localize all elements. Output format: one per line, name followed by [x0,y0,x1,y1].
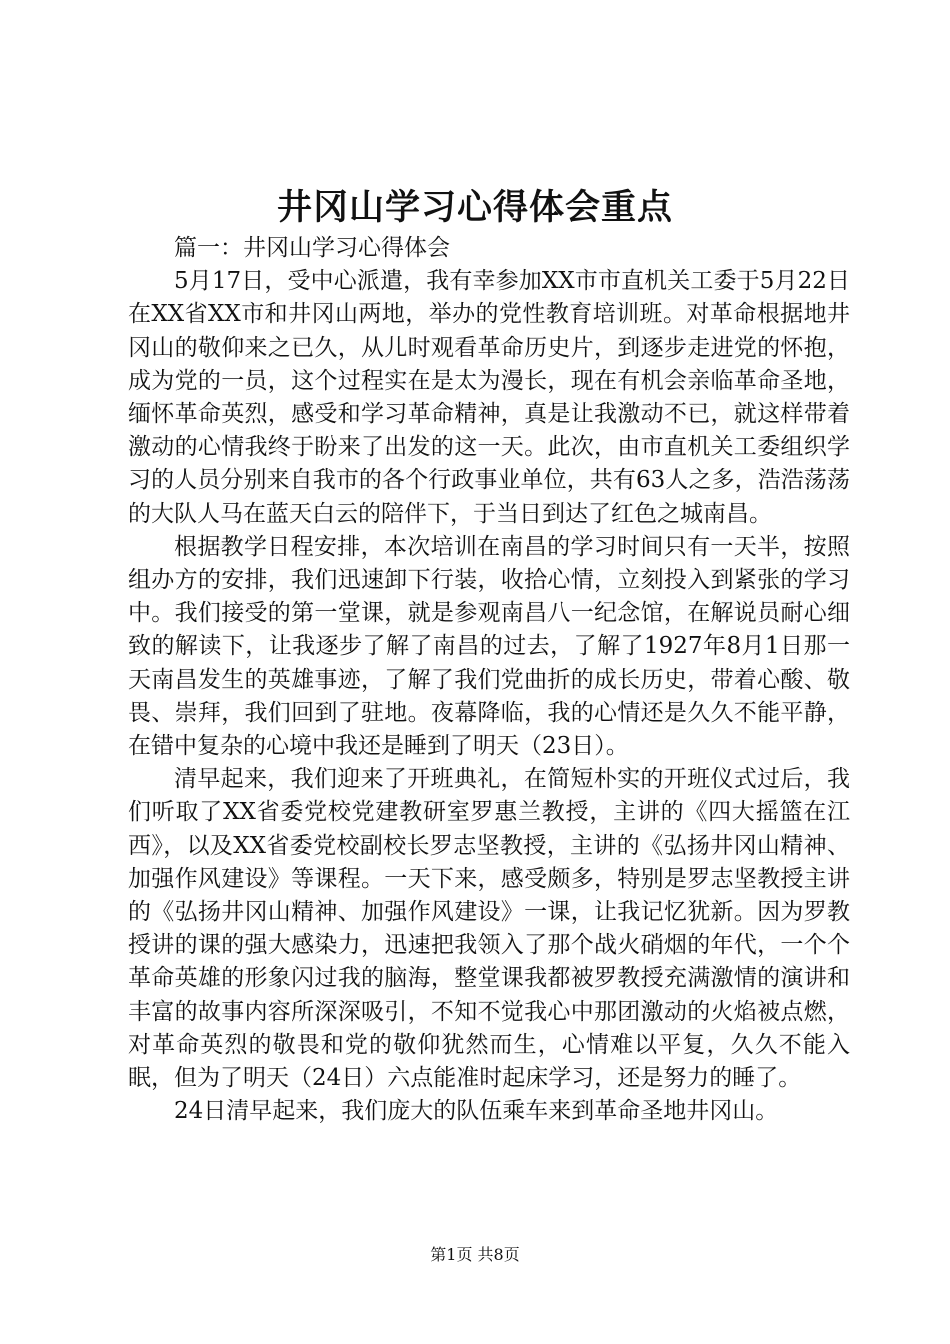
paragraph: 5月17日，受中心派遣，我有幸参加XX市市直机关工委于5月22日在XX省XX市和井冈山两地，举办的党性教育培训班。对革命根据地井冈山的敬仰来之已久，从儿时观看革命历史片，到逐步走进党的怀抱，成为党的一员，这个过程实在是太为漫长，现在有机会亲临革命圣地，缅怀革命英烈，感受和学习革命精神，真是让我激动不已，就这样带着激动的心情我终于盼来了出发的这一天。此次，由市直机关工委组织学习的人员分别来自我市的各个行政事业单位，共有63人之多，浩浩荡荡的大队人马在蓝天白云的陪伴下，于当日到达了红色之城南昌。 [128,268,850,527]
paragraph: 根据教学日程安排，本次培训在南昌的学习时间只有一天半，按照组办方的安排，我们迅速卸下行装，收拾心情，立刻投入到紧张的学习中。我们接受的第一堂课，就是参观南昌八一纪念馆，在解说员耐心细致的解读下，让我逐步了解了南昌的过去，了解了1927年8月1日那一天南昌发生的英雄事迹，了解了我们党曲折的成长历史，带着心酸、敬畏、崇拜，我们回到了驻地。夜幕降临，我的心情还是久久不能平静，在错中复杂的心境中我还是睡到了明天（23日）。 [128,533,850,760]
document-body [128,232,850,1128]
page-footer: 第1页 共8页 [430,1245,520,1264]
paragraph: 清早起来，我们迎来了开班典礼，在简短朴实的开班仪式过后，我们听取了XX省委党校党建教研室罗惠兰教授，主讲的《四大摇篮在江西》，以及XX省委党校副校长罗志坚教授，主讲的《弘扬井冈山精神、加强作风建设》等课程。一天下来，感受颇多，特别是罗志坚教授主讲的《弘扬井冈山精神、加强作风建设》一课，让我记忆犹新。因为罗教授讲的课的强大感染力，迅速把我领入了那个战火硝烟的年代，一个个革命英雄的形象闪过我的脑海，整堂课我都被罗教授充满激情的演讲和丰富的故事内容所深深吸引，不知不觉我心中那团激动的火焰被点燃，对革命英烈的敬畏和党的敬仰犹然而生，心情难以平复，久久不能入眠，但为了明天（24日）六点能准时起床学习，还是努力的睡了。 [128,766,850,1092]
paragraph: 24日清早起来，我们庞大的队伍乘车来到革命圣地井冈山。 [174,1098,779,1125]
section-heading: 篇一：井冈山学习心得体会 [174,235,450,261]
document-title: 井冈山学习心得体会重点 [276,187,673,228]
